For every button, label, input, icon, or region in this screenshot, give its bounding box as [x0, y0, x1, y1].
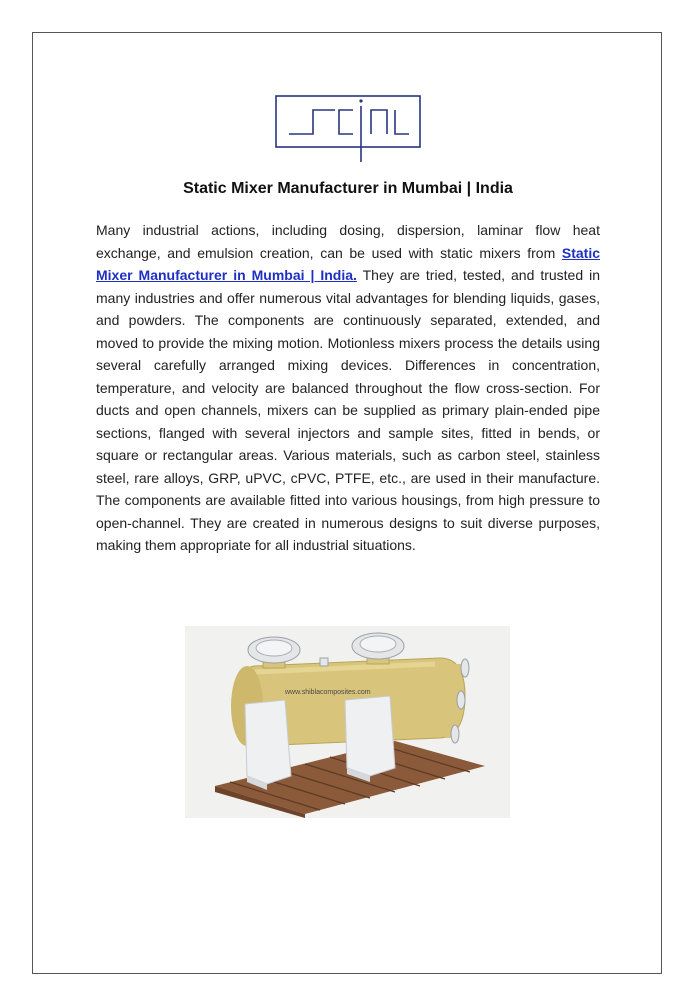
scipl-logo-icon	[275, 94, 421, 166]
document-title: Static Mixer Manufacturer in Mumbai | India	[183, 180, 513, 197]
static-mixer-vessel-icon	[185, 626, 510, 818]
paragraph-text-end: They are tried, tested, and trusted in many industries and offer numerous vital advantages for blending liquids, gases, and powders. The components are continuously separated, extended, and moved to provide the mixing motion. Motionless mixers process the details using several carefully arranged mixing devices. Differences in concentration, temperature, and velocity are balanced throughout the flow cross-section. For ducts and open channels, mixers can be supplied as primary plain-ended pipe sections, flanged with several injectors and sample sites, fitted in bends, or square or rectangular areas. Various materials, such as carbon steel, stainless steel, rare alloys, GRP, uPVC, cPVC, PTFE, etc., are used in their manufacture. The components are available fitted into various housings, from high pressure to open-channel. They are created in numerous designs to suit diverse purposes, making them appropriate for all industrial situations.	[96, 267, 600, 553]
paragraph-text-start: Many industrial actions, including dosing, dispersion, laminar flow heat exchange, and emulsion creation, can be used with static mixers from	[96, 222, 600, 261]
image-watermark: www.shiblacomposites.com	[285, 689, 371, 696]
body-paragraph	[96, 219, 600, 557]
static-mixer-link[interactable]: Static Mixer Manufacturer in Mumbai | India.	[96, 244, 600, 283]
